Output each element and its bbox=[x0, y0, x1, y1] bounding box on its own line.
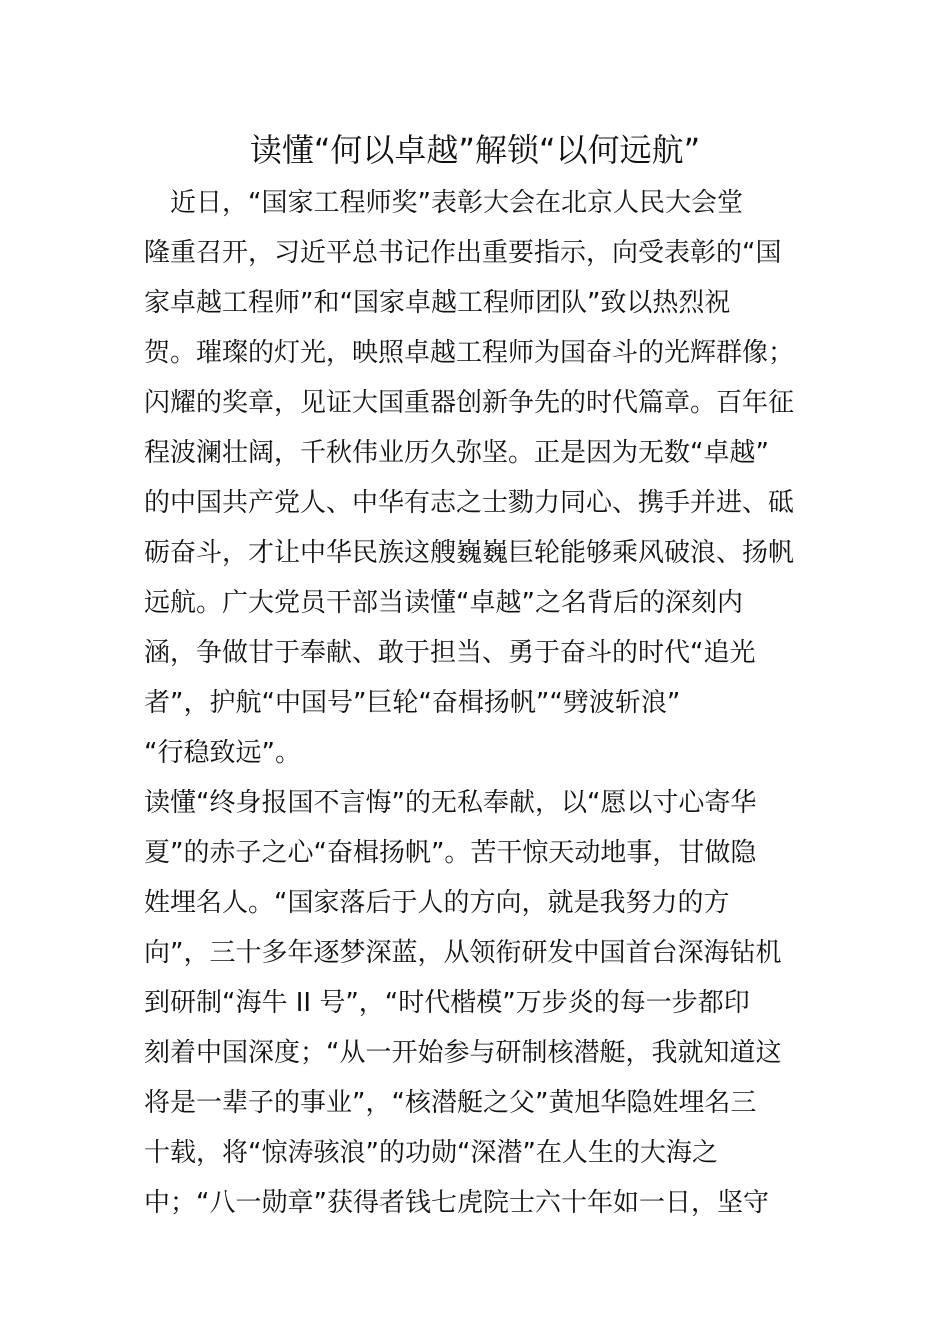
body-line: 到研制“海牛 II 号”，“时代楷模”万步炎的每一步都印 bbox=[144, 988, 750, 1018]
body-line: 近日，“国家工程师奖”表彰大会在北京人民大会堂 bbox=[144, 188, 743, 218]
body-line: 家卓越工程师”和“国家卓越工程师团队”致以热烈祝 bbox=[144, 288, 731, 318]
body-line: 姓埋名人。“国家落后于人的方向，就是我努力的方 bbox=[144, 888, 730, 918]
body-line: 远航。广大党员干部当读懂“卓越”之名背后的深刻内 bbox=[144, 588, 743, 618]
body-line: 程波澜壮阔，千秋伟业历久弥坚。正是因为无数“卓越” bbox=[144, 438, 769, 468]
body-line: 贺。璀璨的灯光，映照卓越工程师为国奋斗的光辉群像； bbox=[144, 338, 795, 368]
body-line: 中；“八一勋章”获得者钱七虎院士六十年如一日，坚守 bbox=[144, 1188, 769, 1218]
body-line: 十载，将“惊涛骇浪”的功勋“深潜”在人生的大海之 bbox=[144, 1138, 718, 1168]
body-line: “行稳致远”。 bbox=[144, 738, 301, 768]
body-line: 向”，三十多年逐梦深蓝，从领衔研发中国首台深海钻机 bbox=[144, 938, 782, 968]
body-line: 闪耀的奖章，见证大国重器创新争先的时代篇章。百年征 bbox=[144, 388, 795, 418]
body-line: 读懂“终身报国不言悔”的无私奉献，以“愿以寸心寄华 bbox=[144, 788, 757, 818]
body-line: 涵，争做甘于奉献、敢于担当、勇于奋斗的时代“追光 bbox=[144, 638, 756, 668]
body-line: 将是一辈子的事业”，“核潜艇之父”黄旭华隐姓埋名三 bbox=[144, 1088, 757, 1118]
body-line: 刻着中国深度；“从一开始参与研制核潜艇，我就知道这 bbox=[144, 1038, 782, 1068]
body-line: 者”，护航“中国号”巨轮“奋楫扬帆”“劈波斩浪” bbox=[144, 688, 681, 718]
body-line: 夏”的赤子之心“奋楫扬帆”。苦干惊天动地事，甘做隐 bbox=[144, 838, 757, 868]
page-title: 读懂“何以卓越”解锁“以何远航” bbox=[249, 131, 701, 169]
body-line: 的中国共产党人、中华有志之士勠力同心、携手并进、砥 bbox=[144, 488, 795, 518]
body-line: 砺奋斗，才让中华民族这艘巍巍巨轮能够乘风破浪、扬帆 bbox=[144, 538, 795, 568]
body-line: 隆重召开，习近平总书记作出重要指示，向受表彰的“国 bbox=[144, 238, 782, 268]
